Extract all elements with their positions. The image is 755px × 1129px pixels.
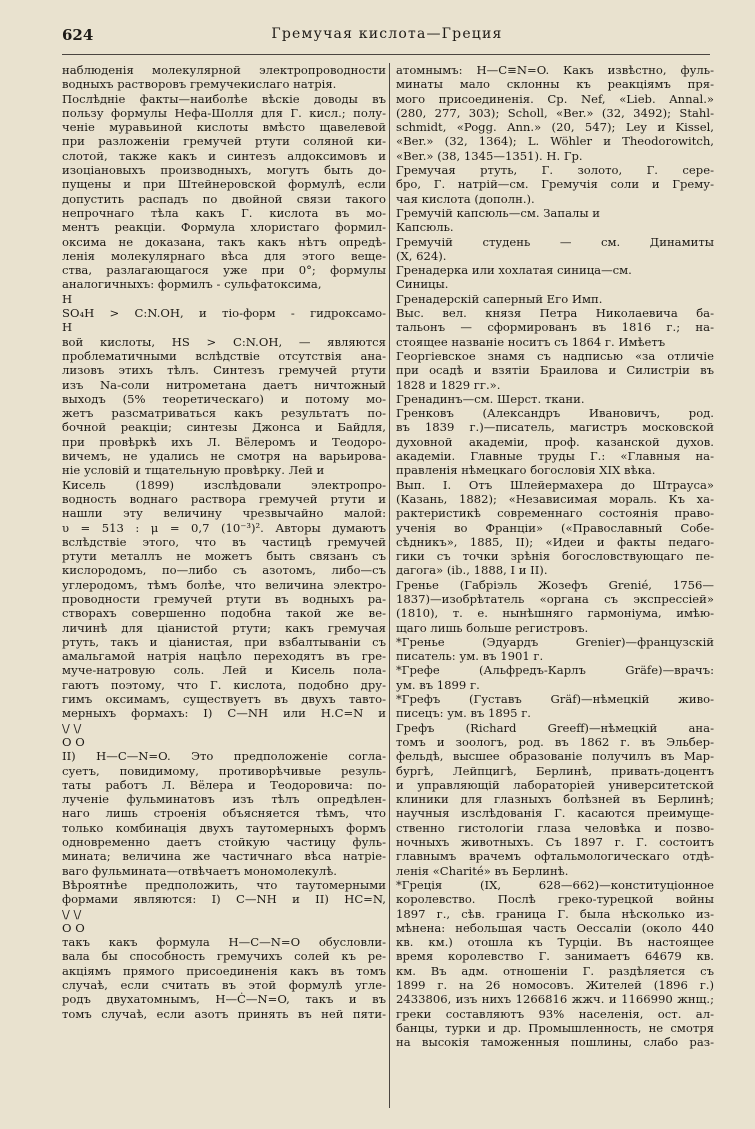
text-line: мѣнена: небольшая часть Оессаліи (около 440 [396, 920, 714, 935]
text-line: духовной академіи, проф. казанской духов. [396, 434, 714, 449]
text-line: вичемъ, не удались не смотря на варьирова- [62, 449, 386, 464]
text-line: 1897 г., сѣв. граница Г. была нѣсколько из- [396, 906, 714, 921]
text-line: Выс. вел. князя Петра Николаевича ба- [396, 306, 714, 321]
text-line: вала бы способность гремучихъ солей къ ре- [62, 949, 386, 964]
text-line: *Греція (IX, 628—662)—конституціонное [396, 877, 714, 892]
text-line: такъ какъ формула H—C—N=O обусловли- [62, 935, 386, 950]
text-line: вой кислоты, HS > C:N.OH, — являются [62, 334, 386, 349]
text-line: сѣдникъ», 1885, II); «Идеи и факты педаго- [396, 534, 714, 549]
text-line: υ = 513 : μ = 0,7 (10⁻³)². Авторы думаютъ [62, 520, 386, 535]
text-line: \/ \/ [62, 720, 82, 735]
text-line: ченіе муравьиной кислоты вмѣсто щавелевой [62, 120, 386, 135]
text-line: Гремучая ртуть, Г. золото, Г. сере- [396, 163, 714, 178]
text-line: (280, 277, 303); Scholl, «Ber.» (32, 3492); Stahl- [396, 105, 714, 120]
text-line: при провѣркѣ ихъ Л. Вёлеромъ и Теодоро- [62, 434, 386, 449]
text-line: Гремучій капсюль—см. Запалы и [396, 205, 600, 220]
text-line: H [62, 320, 73, 335]
text-line: (X, 624). [396, 248, 447, 263]
text-line: Гренадинъ—см. Шерст. ткани. [396, 391, 585, 406]
text-line: Синицы. [396, 277, 449, 292]
text-line: Грефъ (Richard Greeff)—нѣмецкій ана- [396, 720, 714, 735]
text-line: 1828 и 1829 гг.». [396, 377, 501, 392]
text-line: ственно гистологіи глаза человѣка и позво- [396, 820, 714, 835]
text-line: бро, Г. натрій—см. Гремучія соли и Грему- [396, 177, 714, 192]
text-line: въ 1839 г.)—писатель, магистръ московской [396, 420, 714, 435]
text-line: одновременно даетъ стойкую частицу фуль- [62, 835, 386, 850]
text-line: гаютъ поэтому, что Г. кислота, подобно дру- [62, 677, 386, 692]
text-line: фельдѣ, высшее образованіе получилъ въ Мар- [396, 749, 714, 764]
text-line: Георгіевское знамя съ надписью «за отличіе [396, 348, 714, 363]
text-line: гики съ точки зрѣнія богословствующаго пе- [396, 549, 714, 564]
text-line: оксима не доказана, такъ какъ нѣтъ опредѣ- [62, 234, 386, 249]
text-line: мого присоединенія. Ср. Nef, «Lieb. Annal.» [396, 91, 714, 106]
text-line: ментъ реакціи. Формула хлористаго формил- [62, 220, 386, 235]
text-line: ленія «Charité» въ Берлинѣ. [396, 863, 569, 878]
text-line: рактеристикѣ современнаго состоянія право- [396, 506, 714, 521]
text-line: II) H—C—N=O. Это предположеніе соглa- [62, 749, 386, 764]
page-header [62, 26, 712, 48]
text-line: банцы, турки и др. Промышленность, не смотря [396, 1020, 714, 1035]
text-line: при осадѣ и взятіи Браилова и Силистріи въ [396, 363, 714, 378]
text-line: таты работъ Л. Вёлера и Теодоровича: по- [62, 777, 386, 792]
text-line: только комбинація двухъ таутомерныхъ формъ [62, 820, 386, 835]
text-line: «Ber.» (32, 1364); L. Wöhler и Theodorowitch, [396, 134, 714, 149]
text-line: муче-натровую соль. Лей и Кисель пола- [62, 663, 386, 678]
text-line: томъ и зоологъ, род. въ 1862 г. въ Эльбер- [396, 734, 714, 749]
text-line: вслѣдствіе этого, что въ частицѣ гремучей [62, 534, 386, 549]
text-line: пущены и при Штейнеровской формулѣ, если [62, 177, 386, 192]
text-line: *Греньe (Эдуардъ Grenier)—французскій [396, 634, 714, 649]
text-line: главнымъ врачемъ офтальмологическаго отдѣ- [396, 849, 714, 864]
text-line: тальонъ — сформированъ въ 1816 г.; на- [396, 320, 714, 335]
text-line: гимъ оксимамъ, существуетъ въ двухъ тавто- [62, 692, 386, 707]
text-line: водность воднаго раствора гремучей ртути и [62, 491, 386, 506]
text-line: акціямъ прямого присоединенія какъ въ томъ [62, 963, 386, 978]
text-line: случаѣ, если считать въ этой формулѣ угле- [62, 978, 386, 992]
text-line: лизовъ этихъ тѣлъ. Синтезъ гремучей ртути [62, 363, 386, 378]
text-line: \/ \/ [62, 906, 82, 921]
text-line: бочной реакціи; синтезы Джонса и Байдля, [62, 420, 386, 435]
text-line: мината; величина же частичнаго вѣса натріе- [62, 849, 386, 864]
text-line: 1899 г. на 26 номосовъ. Жителей (1896 г.) [396, 978, 714, 992]
text-line: створахъ совершенно подобна такой же ве- [62, 606, 386, 621]
text-line: непрочнаго тѣла какъ Г. кислота въ мо- [62, 205, 386, 220]
text-line: суетъ, повидимому, противорѣчивые резуль- [62, 763, 386, 778]
text-line: Гремучій студень — см. Динамиты [396, 234, 714, 249]
text-line: жетъ разсматриваться какъ результатъ по- [62, 406, 386, 421]
text-line: SO₄H > C:N.OH, и тіо-форм - гидроксамо- [62, 306, 386, 321]
text-line: Кисель (1899) изслѣдовали электропро- [62, 477, 386, 492]
text-line: ртуть, такъ и ціанистая, при взбалтываніи съ [62, 634, 386, 649]
text-line: время королевство Г. занимаетъ 64679 кв. [396, 949, 714, 964]
text-line: дагога» (ib., 1888, I и II). [396, 563, 548, 578]
text-line: томъ случаѣ, если азотъ принять въ ней пяти- [62, 1006, 386, 1021]
text-line: ства, разлагающагося уже при 0°; формулы [62, 263, 386, 278]
text-line: км. Въ адм. отношеніи Г. раздѣляется съ [396, 963, 714, 978]
text-line: ніе условій и тщательную провѣрку. Лей и [62, 463, 325, 478]
text-line: родъ двухатомнымъ, H—Ċ—N=O, такъ и въ [62, 992, 386, 1007]
text-line: Гренадерскій саперный Его Имп. [396, 291, 603, 306]
text-line: лученіе фульминатовъ изъ тѣлъ опредѣлен- [62, 792, 386, 807]
text-line: Вып. I. Отъ Шлейермахера до Штрауса» [396, 477, 714, 492]
text-line: писатель: ум. въ 1901 г. [396, 649, 544, 664]
text-line: (1810), т. е. нынѣшняго гармоніума, имѣю- [396, 606, 714, 621]
text-line: Послѣдніе факты—наиболѣе вѣскіе доводы въ [62, 91, 386, 106]
text-line: пользу формулы Нефа-Шолля для Г. кисл.; полу- [62, 105, 386, 120]
text-line: Вѣроятнѣе предположить, что таутомерными [62, 877, 386, 892]
text-line: щаго лишь больше регистровъ. [396, 620, 589, 635]
text-line: правленія нѣмецкаго богословія XIX вѣка. [396, 463, 656, 478]
text-line: греки составляютъ 93% населенія, ост. ал- [396, 1006, 714, 1021]
text-line: при разложеніи гремучей ртути соляной ки- [62, 134, 386, 149]
text-line: ум. въ 1899 г. [396, 677, 480, 692]
text-line: водныхъ растворовъ гремучекислаго натрія. [62, 77, 337, 92]
left-column [62, 63, 386, 1108]
text-line: минаты мало склонны къ реакціямъ пря- [396, 77, 714, 92]
text-line: изоціановыхъ производныхъ, могутъ быть до- [62, 163, 386, 178]
text-line: кислородомъ, по—либо съ азотомъ, либо—съ [62, 563, 386, 578]
text-line: королевство. Послѣ греко-турецкой войны [396, 892, 714, 907]
text-line: (Казань, 1882); «Независимая мораль. Къ ха- [396, 491, 714, 506]
text-line: писецъ: ум. въ 1895 г. [396, 706, 531, 721]
text-line: schmidt, «Pogg. Ann.» (20, 547); Ley и Kissel, [396, 120, 714, 135]
text-line: мерныхъ формахъ: I) C—NH или H.C=N и [62, 706, 386, 721]
text-line: ленія молекулярнаго вѣса для этого веще- [62, 248, 386, 263]
text-line: слотой, также какъ и синтезъ алдоксимовъ и [62, 148, 386, 163]
text-line: «Ber.» (38, 1345—1351). Н. Гр. [396, 148, 583, 163]
text-line: формами являются: I) C—NH и II) HC=N, [62, 892, 386, 907]
text-line: O O [62, 920, 85, 935]
text-line: бургѣ, Лейпцигѣ, Берлинѣ, привать-доцентъ [396, 763, 714, 778]
text-line: атомнымъ: H—C≡N=O. Какъ извѣстно, фуль- [396, 63, 714, 77]
text-line: Гренадерка или хохлатая синица—см. [396, 263, 632, 278]
text-line: 2433806, изъ нихъ 1266816 жжч. и 1166990 жнщ.; [396, 992, 714, 1007]
text-line: ваго фульмината—отвѣчаетъ мономолекулѣ. [62, 863, 337, 878]
text-line: ученія во Франціи» («Православный Собе- [396, 520, 714, 535]
text-line: H [62, 291, 73, 306]
running-title: Гремучая кислота—Греция [271, 26, 503, 42]
text-line: Греньe (Габріэль Жозефъ Grenié, 1756— [396, 577, 714, 592]
text-line: проблематичными вслѣдствіе отсутствія ана- [62, 348, 386, 363]
right-column [396, 63, 714, 1108]
text-line: допустить распадъ по двойной связи такого [62, 191, 386, 206]
text-line: клиники для глазныхъ болѣзней въ Берлинѣ; [396, 792, 714, 807]
text-line: выходъ (5% теоретическаго) и потому мо- [62, 391, 386, 406]
text-line: наблюденія молекулярной электропроводности [62, 63, 386, 77]
text-line: чая кислота (дополн.). [396, 191, 535, 206]
text-line: *Грефе (Альфредъ-Карлъ Gräfe)—врачъ: [396, 663, 714, 678]
text-line: наго лишь строенія объясняется тѣмъ, что [62, 806, 386, 821]
header-rule [62, 54, 710, 55]
text-line: *Грефъ (Густавъ Gräf)—нѣмецкій живо- [396, 692, 714, 707]
page-number: 624 [62, 26, 94, 44]
text-line: изъ Na-соли нитрометана даетъ ничтожный [62, 377, 386, 392]
text-line: 1837)—изобрѣтатель «органа съ экспрессіей» [396, 591, 714, 606]
text-line: аналогичныхъ: формилъ - сульфатоксима, [62, 277, 322, 292]
text-line: амальгамой натрія нацѣло переходятъ въ гре- [62, 649, 386, 664]
text-line: стоящее названіе носитъ съ 1864 г. Имѣетъ [396, 334, 666, 349]
text-line: O O [62, 734, 85, 749]
text-line: на высокія таможенныя пошлины, слабо раз- [396, 1035, 714, 1050]
text-line: Капсюль. [396, 220, 454, 235]
text-line: ночныхъ животныхъ. Съ 1897 г. Г. состоитъ [396, 835, 714, 850]
text-line: академіи. Главные труды Г.: «Главныя на- [396, 449, 714, 464]
text-line: кв. км.) отошла къ Турціи. Въ настоящее [396, 935, 714, 950]
text-line: углеродомъ, тѣмъ болѣе, что величина электро- [62, 577, 386, 592]
column-divider [389, 63, 390, 1108]
text-line: научныя изслѣдованія Г. касаются преимуще- [396, 806, 714, 821]
text-line: Гренковъ (Александръ Ивановичъ, род. [396, 406, 714, 421]
text-line: ртути металлъ не можетъ быть связанъ съ [62, 549, 386, 564]
text-line: нашли эту величину чрезвычайно малой: [62, 506, 386, 521]
text-line: личинѣ для ціанистой ртути; какъ гремучая [62, 620, 386, 635]
text-line: проводности гремучей ртути въ водныхъ ра- [62, 591, 386, 606]
text-line: и управляющій лабораторіей университетской [396, 777, 714, 792]
